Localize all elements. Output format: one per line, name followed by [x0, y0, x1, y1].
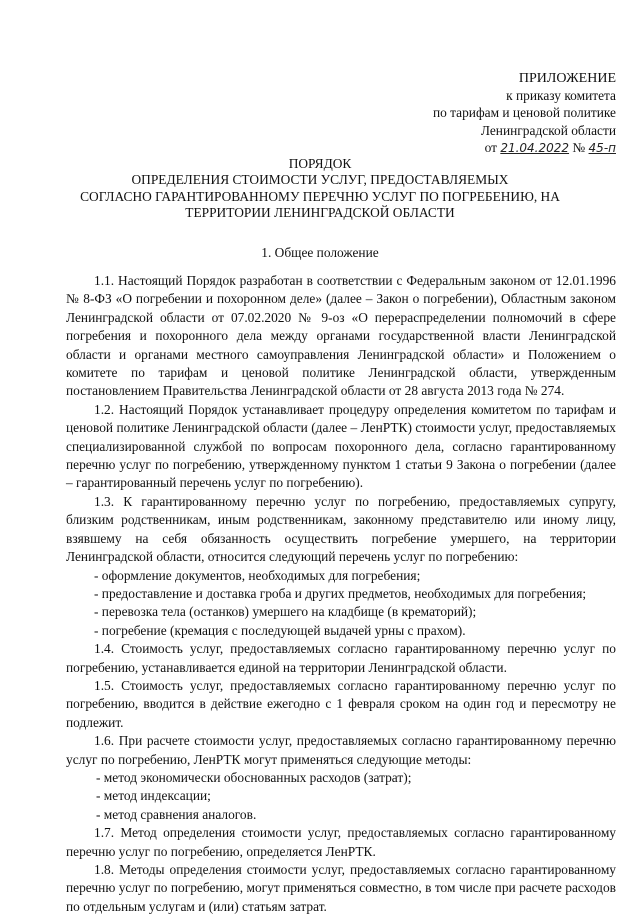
annex-date-handwritten: 21.04.2022: [500, 140, 570, 155]
annex-from-prefix: от: [484, 139, 497, 155]
paragraph-1-4: 1.4. Стоимость услуг, предоставляемых согласно гарантированному перечню услуг по погребению, устанавливается единой на территории Ленинградской области.: [66, 641, 616, 675]
section-heading: 1. Общее положение: [261, 245, 379, 260]
list-item: - метод индексации;: [96, 788, 211, 804]
paragraph-1-6: 1.6. При расчете стоимости услуг, предоставляемых согласно гарантированному перечню услуг по погребению, ЛенРТК могут применяться следующие методы:: [66, 733, 616, 767]
paragraph-1-1: 1.1. Настоящий Порядок разработан в соответствии с Федеральным законом от 12.01.1996 № 8-ФЗ «О погребении и похоронном деле» (далее – Закон о погребении), Областным законом Ленинградской области от 07.02.2020 № 9-оз «О перераспределении полномочий в сфере погребения и похоронного дела между органами государственной власти Ленинградской области и органами местного самоуправления Ленинградской области» и Положением о комитете по тарифам и ценовой политике Ленинградской области, утвержденным постановлением Правительства Ленинградской области от 28 августа 2013 года № 274.: [66, 273, 616, 399]
list-item: - оформление документов, необходимых для погребения;: [94, 567, 421, 583]
list-item: - предоставление и доставка гроба и других предметов, необходимых для погребения;: [94, 585, 587, 601]
paragraph-1-3: 1.3. К гарантированному перечню услуг по погребению, предоставляемых супругу, близким родственникам, иным родственникам, законному представителю или иному лицу, взявшему на себя обязанность осуществить погребение умершего, на территории Ленинградской области, относится следующий перечень услуг по погребению:: [66, 493, 616, 565]
list-item: - метод экономически обоснованных расходов (затрат);: [96, 769, 412, 785]
list-item: - перевозка тела (останков) умершего на кладбище (в крематорий);: [94, 604, 477, 620]
title-line-2: ОПРЕДЕЛЕНИЯ СТОИМОСТИ УСЛУГ, ПРЕДОСТАВЛЯЕМЫХ: [131, 172, 509, 188]
paragraph-1-2: 1.2. Настоящий Порядок устанавливает процедуру определения комитетом по тарифам и ценовой политике Ленинградской области (далее – ЛенРТК) стоимости услуг, предоставляемых специализированной службой по вопросам похоронного дела, согласно гарантированному перечню услуг по погребению, утвержденному пунктом 1 статьи 9 Закона о погребении (далее – гарантированный перечень услуг по погребению).: [66, 401, 616, 491]
annex-number-handwritten: 45-п: [588, 140, 616, 155]
paragraph-1-7: 1.7. Метод определения стоимости услуг, предоставляемых согласно гарантированному перечню услуг по погребению, определяется ЛенРТК.: [66, 825, 616, 859]
document-title: [40, 156, 600, 222]
paragraph-1-8: 1.8. Методы определения стоимости услуг, предоставляемых согласно гарантированному перечню услуг по погребению, могут применяться совместно, в том числе при расчете расходов по отдельным услугам и (или) статьям затрат.: [66, 862, 616, 914]
annex-number-label: №: [572, 139, 586, 155]
annex-heading: ПРИЛОЖЕНИЕ: [518, 71, 616, 86]
annex-line-3: Ленинградской области: [480, 122, 616, 138]
paragraph-1-5: 1.5. Стоимость услуг, предоставляемых согласно гарантированному перечню услуг по погребению, вводится в действие ежегодно с 1 февраля сроком на один год и пересмотру не подлежит.: [66, 677, 616, 730]
annex-block: [433, 70, 616, 157]
document-body: [66, 272, 616, 916]
list-item: - метод сравнения аналогов.: [96, 806, 257, 822]
annex-line-1: к приказу комитета: [506, 88, 616, 104]
title-line-3: СОГЛАСНО ГАРАНТИРОВАННОМУ ПЕРЕЧНЮ УСЛУГ ПО ПОГРЕБЕНИЮ, НА: [80, 188, 560, 204]
list-item: - погребение (кремация с последующей выдачей урны с прахом).: [94, 622, 466, 638]
annex-line-2: по тарифам и ценовой политике: [432, 105, 616, 121]
annex-order-line: [433, 139, 616, 157]
title-line-1: ПОРЯДОК: [288, 156, 352, 171]
title-line-4: ТЕРРИТОРИИ ЛЕНИНГРАДСКОЙ ОБЛАСТИ: [185, 205, 455, 221]
